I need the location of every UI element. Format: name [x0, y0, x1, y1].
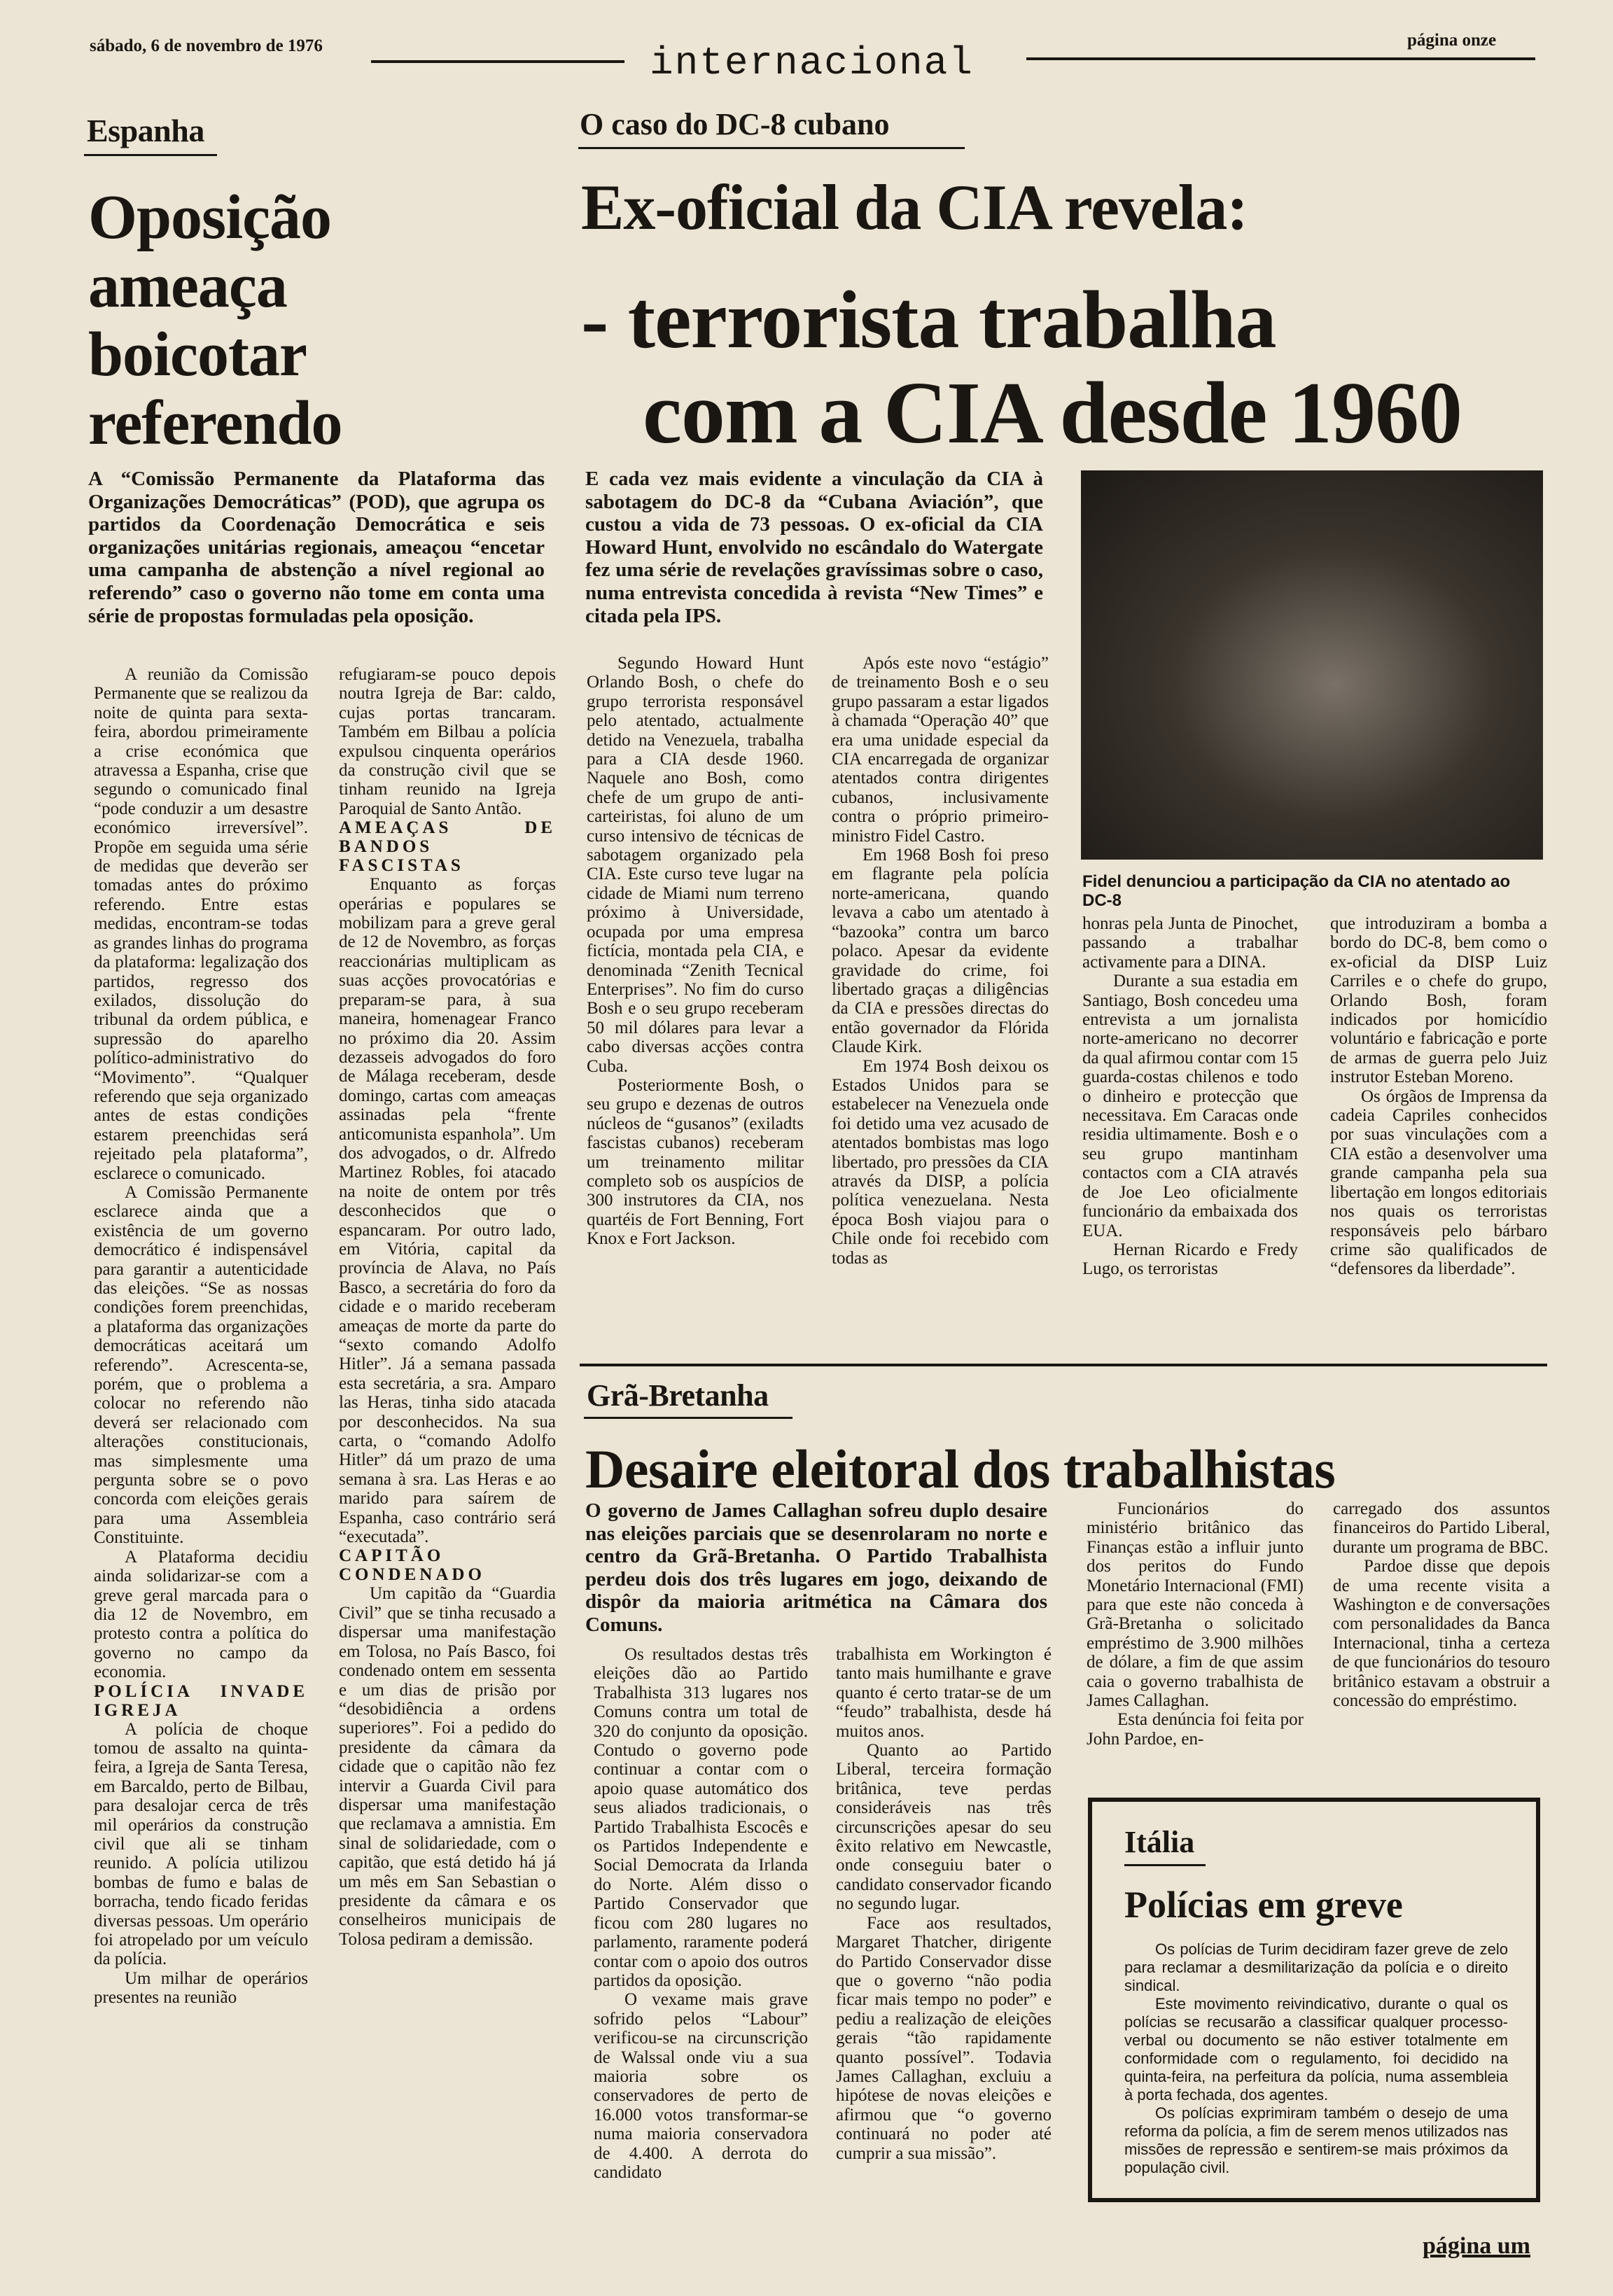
italy-box [1088, 1798, 1540, 2202]
cia-col3-para: Durante a sua estadia em Santiago, Bosh concedeu uma entrevista a um jornalista norte-americano no decorrer da qual afirmou contar com 15 guarda-costas chilenos e todo o dinheiro e protecção que necessitava. Em Caracas onde residia ultimamente. Bosh e o seu grupo mantinham contactos com a CIA através de Joe Leo oficialmente funcionário da embaixada dos EUA. [1082, 972, 1298, 1240]
cia-headline-line1: Ex-oficial da CIA revela: [581, 172, 1248, 243]
cia-lead: E cada vez mais evidente a vinculação da CIA à sabotagem do DC-8 da “Cubana Aviación”, que custou a vida de 73 pessoas. O ex-oficial da CIA Howard Hunt, envolvido no escândalo do Watergate fez uma série de revelações gravíssimas sobre o caso, numa entrevista concedida à revista “New Times” e citada pela IPS. [585, 468, 1043, 627]
britain-col2-para: Quanto ao Partido Liberal, terceira formação britânica, teve perdas consideráveis nas três circunscrições apesar do seu êxito relativo em Newcastle, onde conseguiu bater o candidato conservador ficando no segundo lugar. [836, 1741, 1052, 1914]
italy-headline: Polícias em greve [1124, 1884, 1403, 1926]
spain-col2-para: Um capitão da “Guardia Civil” que se tinha recusado a dispersar uma manifestação em Tolosa, no País Basco, foi condenado ontem em sessenta e um dias de prisão por “desobidiência a ordens superiores”. Foi a pedido do presidente da câmara da cidade que o capitão não fez intervir a Guarda Civil para dispersar uma manifestação que reclamava a amnistia. Em sinal de solidariedade, com o capitão, que está detido há já um mês em San Sebastian o presidente da câmara e os conselheiros municipais de Tolosa pediram a demissão. [339, 1584, 556, 1949]
policia-invade-subhead: POLÍCIA INVADE IGREJA [94, 1681, 308, 1720]
spain-col1-para: A polícia de choque tomou de assalto na quinta-feira, a Igreja de Santa Teresa, em Barcaldo, perto de Bilbau, para desalojar cerca de três mil operários da construção civil que ali se tinham reunido. A polícia utilizou bombas de fumo e balas de borracha, tendo ficado feridas diversas pessoas. Um operário foi atropelado por um veículo da polícia. [94, 1719, 308, 1969]
britain-column-3 [1087, 1499, 1304, 1793]
cia-column-1 [587, 654, 804, 1361]
spain-column-1 [94, 665, 308, 2240]
cia-col2-para: Após este novo “estágio” de treinamento Bosh e o seu grupo passaram a estar ligados à chamada “Operação 40” que era uma unidade especial da CIA encarregada de organizar atentados contra dirigentes cubanos, inclusivamente contra o próprio primeiro-ministro Fidel Castro. [832, 654, 1049, 846]
spain-col1-para: A Plataforma decidiu ainda solidarizar-se com a greve geral marcada para o dia 12 de Novembro, em protesto contra a política do governo no campo da economia. [94, 1547, 308, 1682]
britain-col3-para: Esta denúncia foi feita por John Pardoe, en- [1087, 1710, 1304, 1749]
britain-col2-para: trabalhista em Workington é tanto mais humilhante e grave quanto é certo tratar-se de um “feudo” trabalhista, desde há muitos anos. [836, 1645, 1052, 1741]
spain-col1-para: A reunião da Comissão Permanente que se realizou da noite de quinta para sexta-feira, abordou primeiramente a crise económica que atravessa a Espanha, crise que segundo o comunicado final “pode conduzir a um desastre económico irreversível”. Propõe em seguida uma série de medidas que deverão ser tomadas antes do próximo referendo. Entre estas medidas, encontram-se todas as grandes linhas do programa da plataforma: legalização dos partidos, regresso dos exilados, dissolução do tribunal da ordem pública, e supressão do aparelho político-administrativo do “Movimento”. “Qualquer referendo que seja organizado antes de estas condições estarem preenchidas será rejeitado pela plataforma”, esclarece o comunicado. [94, 665, 308, 1183]
britain-col1-para: Os resultados destas três eleições dão ao Partido Trabalhista 313 lugares nos Comuns contra um total de 320 do conjunto da oposição. Contudo o governo pode continuar a contar com o apoio quase automático dos seus aliados tradicionais, o Partido Trabalhista Escocês e os Partidos Independente e Social Democrata da Irlanda do Norte. Além disso o Partido Conservador que ficou com 280 lugares no parlamento, raramente poderá contar com o apoio dos outros partidos da oposição. [594, 1645, 808, 1990]
continue-page-link[interactable]: página um [1423, 2233, 1530, 2259]
cia-headline-line3: com a CIA desde 1960 [643, 365, 1462, 462]
spain-tag-underline [84, 154, 217, 156]
spain-lead: A “Comissão Permanente da Plataforma das Organizações Democráticas” (POD), que agrupa os partidos da Coordenação Democrática e seis organizações unitárias regionais, ameaçou “encetar uma campanha de abstenção a nível regional ao referendo” caso o governo não tome em conta uma série de propostas formuladas pela oposição. [88, 468, 545, 627]
fidel-photo [1081, 470, 1543, 860]
cia-column-2 [832, 654, 1049, 1361]
cuba-section-tag: O caso do DC-8 cubano [580, 107, 890, 141]
spain-column-2 [339, 665, 556, 2240]
britain-col3-para: Funcionários do ministério britânico das Finanças estão a influir junto dos peritos do Fundo Monetário Internacional (FMI) para que este não conceda à Grã-Bretanha o solicitado empréstimo de 3.900 milhões de dólare, a fim de que assim caia o governo trabalhista de James Callaghan. [1087, 1499, 1304, 1711]
spain-col2-para: refugiaram-se pouco depois noutra Igreja de Bar: caldo, cujas portas trancaram. Também em Bilbau a polícia expulsou cinquenta operários da construção civil que se tinham reunido na Igreja Paroquial de Santo Antão. [339, 665, 556, 818]
cia-col1-para: Segundo Howard Hunt Orlando Bosh, o chefe do grupo terrorista responsável pelo atentado, actualmente detido na Venezuela, trabalha para a CIA desde 1960. Naquele ano Bosh, como chefe de um grupo de anti-carteiristas, foi aluno de um curso intensivo de técnicas de sabotagem organizado pela CIA. Este curso teve lugar na cidade de Miami num terreno próximo à Universidade, ocupada por uma empresa fictícia, montada pela CIA, e denominada “Zenith Tecnical Enterprises”. No fim do curso Bosh e o seu grupo receberam 50 mil dólares para levar a cabo diversas acções contra Cuba. [587, 654, 804, 1076]
britain-lead: O governo de James Callaghan sofreu duplo desaire nas eleições parciais que se desenrolaram no norte e centro da Grã-Bretanha. O Partido Trabalhista perdeu dois dos três lugares em jogo, deixando de dispôr da maioria aritmética na Câmara dos Comuns. [585, 1499, 1047, 1636]
masthead-rule-left [371, 60, 624, 63]
section-name: internacional [650, 41, 974, 85]
britain-section-tag: Grã-Bretanha [587, 1378, 769, 1413]
italy-para: Este movimento reivindicativo, durante o qual os polícias se recusarão a classificar qualquer processo-verbal ou documento se não estiver totalmente em conformidade com o regulamento, foi decidido na quinta-feira, na perfeitura da polícia, numa assembleia à porta fechada, dos agentes. [1124, 1995, 1508, 2104]
cia-column-3 [1082, 914, 1298, 1355]
cia-col3-para: Hernan Ricardo e Fredy Lugo, os terroristas [1082, 1240, 1298, 1279]
spain-col1-para: Um milhar de operários presentes na reunião [94, 1968, 308, 2008]
cia-col3-para: honras pela Junta de Pinochet, passando a trabalhar activamente para a DINA. [1082, 914, 1298, 972]
italy-section-tag: Itália [1124, 1825, 1195, 1859]
masthead-rule-right [1026, 57, 1535, 60]
capitao-subhead: CAPITÃO CONDENADO [339, 1546, 485, 1585]
italy-para: Os polícias de Turim decidiram fazer greve de zelo para reclamar a desmilitarização da polícia e o direito sindical. [1124, 1940, 1508, 1994]
britain-column-4 [1333, 1499, 1550, 1793]
cia-col2-para: Em 1974 Bosh deixou os Estados Unidos para se estabelecer na Venezuela onde foi detido uma vez acusado de atentados bombistas mas logo libertado, pro pressões da CIA através da DISP, a polícia política venezuelana. Nesta época Bosh viajou para o Chile onde foi recebido com todas as [832, 1056, 1049, 1268]
fidel-photo-caption: Fidel denunciou a participação da CIA no atentado ao DC-8 [1082, 872, 1511, 910]
britain-column-2 [836, 1645, 1052, 2240]
cuba-tag-underline [578, 147, 965, 149]
spain-col1-para: A Comissão Permanente esclarece ainda que a existência de um governo democrático é indispensável para garantir a autenticidade das eleições. “Se as nossas condições forem preenchidas, a plataforma das organizações democráticas aceitará um referendo”. Acrescenta-se, porém, que o problema a colocar no referendo não deverá ser relacionado com alterações constitucionais, mas simplesmente uma pergunta sobre se o povo concorda com eleições gerais para uma Assembleia Constituinte. [94, 1182, 308, 1548]
cia-col2-para: Em 1968 Bosh foi preso em flagrante pela polícia norte-americana, quando levava a cabo um atentado à “bazooka” contra um barco polaco. Apesar da evidente gravidade do crime, foi libertado graças a diligências da CIA e pressões directas do então governador da Flórida Claude Kirk. [832, 846, 1049, 1057]
britain-col4-para: carregado dos assuntos financeiros do Partido Liberal, durante um programa de BBC. [1333, 1499, 1550, 1557]
issue-date: sábado, 6 de novembro de 1976 [90, 36, 323, 55]
cia-britain-divider [580, 1364, 1547, 1366]
britain-col1-para: O vexame mais grave sofrido pelos “Labour” verificou-se na circunscrição de Walssal onde viu a sua maioria sobre os conservadores de perto de 16.000 votos transformar-se numa maioria conservadora de 4.400. A derrota do candidato [594, 1990, 808, 2182]
cia-col4-para: Os órgãos de Imprensa da cadeia Capriles conhecidos por suas vinculações com a CIA estão a desenvolver uma grande campanha pela sua libertação em longos editoriais nos quais os terroristas responsáveis pelo bárbaro crime são qualificados de “defensores da liberdade”. [1330, 1086, 1547, 1279]
spain-section-tag: Espanha [87, 113, 204, 148]
ameacas-subhead: AMEAÇAS DE BANDOS FASCISTAS [339, 818, 556, 876]
britain-col2-para: Face aos resultados, Margaret Thatcher, dirigente do Partido Conservador disse que o governo “não podia ficar mais tempo no poder” e pediu a realização de eleições gerais “tão rapidamente quanto possível”. Todavia James Callaghan, excluiu a hipótese de novas eleições e afirmou que “o governo continuará no poder até cumprir a sua missão”. [836, 1913, 1052, 2163]
britain-col4-para: Pardoe disse que depois de uma recente visita a Washington e de conversações com personalidades da Banca Internacional, tinha a certeza de que funcionários do tesouro britânico estavam a obstruir a concessão do empréstimo. [1333, 1557, 1550, 1711]
cia-col1-para: Posteriormente Bosh, o seu grupo e dezenas de outros núcleos de “gusanos” (exiladts fascistas cubanos) receberam um treinamento militar completo sob os auspícios de 300 instrutores da CIA, nos quartéis de Fort Benning, Fort Knox e Fort Jackson. [587, 1075, 804, 1249]
italy-body [1124, 1940, 1508, 2177]
cia-col4-para: que introduziram a bomba a bordo do DC-8, bem como o ex-oficial da DISP Luiz Carriles e o chefe do grupo, Orlando Bosh, foram indicados por homicídio voluntário e fabricação e porte de armas de guerra pelo Juiz instrutor Esteban Moreno. [1330, 914, 1547, 1087]
cia-headline-line2: - terrorista trabalha [581, 274, 1276, 365]
spain-headline: Oposição ameaça boicotar referendo [88, 183, 342, 458]
britain-column-1 [594, 1645, 808, 2240]
britain-headline: Desaire eleitoral dos trabalhistas [585, 1438, 1336, 1499]
italy-para: Os polícias exprimiram também o desejo de uma reforma da polícia, a fim de serem menos utilizados nas missões de repressão e sentirem-se mais próximos da população civil. [1124, 2104, 1508, 2176]
cia-column-4 [1330, 914, 1547, 1355]
page-number: página onze [1407, 31, 1497, 50]
spain-col2-para: Enquanto as forças operárias e populares se mobilizam para a greve geral de 12 de Novembro, as forças reaccionárias multiplicam as suas acções provocatórias e preparam-se para, à sua maneira, homenagear Franco no próximo dia 20. Assim dezasseis advogados do foro de Málaga receberam, desde domingo, cartas com ameaças assinadas pela “frente anticomunista espanhola”. Um dos advogados, o dr. Alfredo Martinez Robles, foi atacado na noite de ontem por três desconhecidos que o espancaram. Por outro lado, em Vitória, capital da província de Alava, no País Basco, a secretária do foro da cidade e o marido receberam ameaças de morte da parte do “sexto comando Adolfo Hitler”. Já a semana passada esta secretária, a sra. Amparo las Heras, tinha sido atacada por desconhecidos. Na sua carta, o “comando Adolfo Hitler” dá um prazo de uma semana à sra. Las Heras e ao marido para saírem de Espanha, caso contrário será “executada”. [339, 875, 556, 1547]
britain-tag-underline [584, 1417, 792, 1419]
italy-tag-underline [1124, 1864, 1206, 1866]
